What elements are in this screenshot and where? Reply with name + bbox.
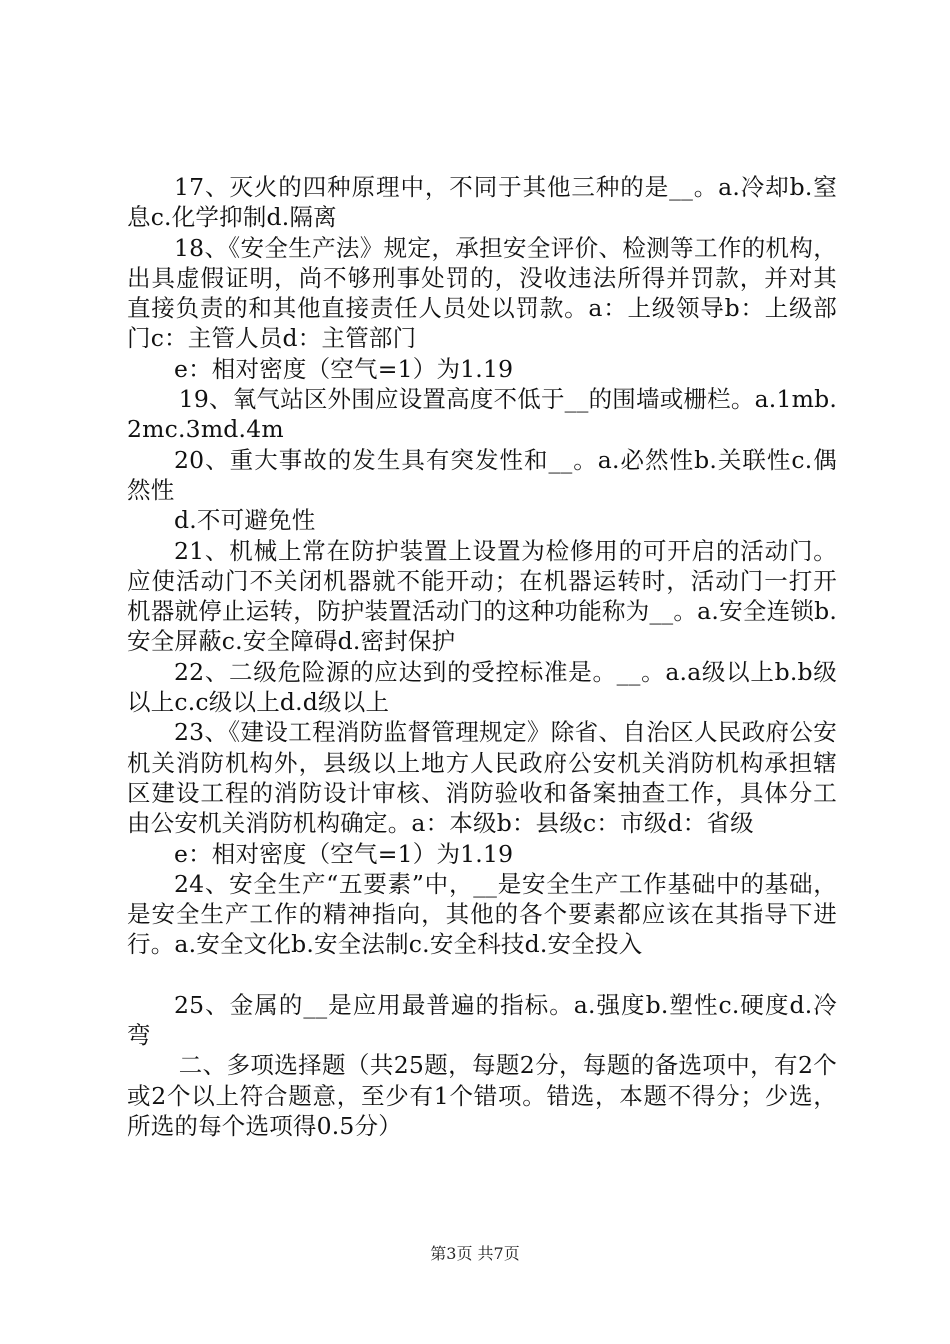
document-body	[127, 172, 837, 1141]
question-22: 22、二级危险源的应达到的受控标准是。__。a.a级以上b.b级以上c.c级以上d.d级以上	[127, 657, 837, 717]
question-23: 23、《建设工程消防监督管理规定》除省、自治区人民政府公安机关消防机构外，县级以上地方人民政府公安机关消防机构承担辖区建设工程的消防设计审核、消防验收和备案抽查工作，具体分工由公安机关消防机构确定。a：本级b：县级c：市级d：省级	[127, 718, 837, 838]
option-line: d.不可避免性	[174, 506, 316, 535]
question-21: 21、机械上常在防护装置上设置为检修用的可开启的活动门。应使活动门不关闭机器就不能开动；在机器运转时，活动门一打开机器就停止运转，防护装置活动门的这种功能称为__。a.安全连锁b.安全屏蔽c.安全障碍d.密封保护	[127, 536, 837, 656]
paragraph-gap	[127, 960, 837, 990]
question-18: 18、《安全生产法》规定，承担安全评价、检测等工作的机构，出具虚假证明，尚不够刑事处罚的，没收违法所得并罚款，并对其直接负责的和其他直接责任人员处以罚款。a：上级领导b：上级部门c：主管人员d：主管部门	[127, 233, 837, 353]
question-20: 20、重大事故的发生具有突发性和__。a.必然性b.关联性c.偶然性	[127, 445, 837, 504]
question-24: 24、安全生产“五要素”中，__是安全生产工作基础中的基础，是安全生产工作的精神指向，其他的各个要素都应该在其指导下进行。a.安全文化b.安全法制c.安全科技d.安全投入	[127, 869, 837, 959]
question-25: 25、金属的__是应用最普遍的指标。a.强度b.塑性c.硬度d.冷弯	[127, 990, 837, 1050]
question-19: 19、氧气站区外围应设置高度不低于__的围墙或栅栏。a.1mb.2mc.3md.4m	[127, 385, 837, 444]
option-note: e：相对密度（空气=1）为1.19	[174, 354, 514, 383]
page-number: 第3页 共7页	[430, 1244, 520, 1263]
question-17: 17、灭火的四种原理中，不同于其他三种的是__。a.冷却b.窒息c.化学抑制d.隔离	[127, 173, 837, 232]
option-note: e：相对密度（空气=1）为1.19	[174, 839, 514, 868]
section-heading: 二、多项选择题（共25题，每题2分，每题的备选项中，有2个或2个以上符合题意，至少有1个错项。错选，本题不得分；少选，所选的每个选项得0.5分）	[127, 1051, 837, 1140]
